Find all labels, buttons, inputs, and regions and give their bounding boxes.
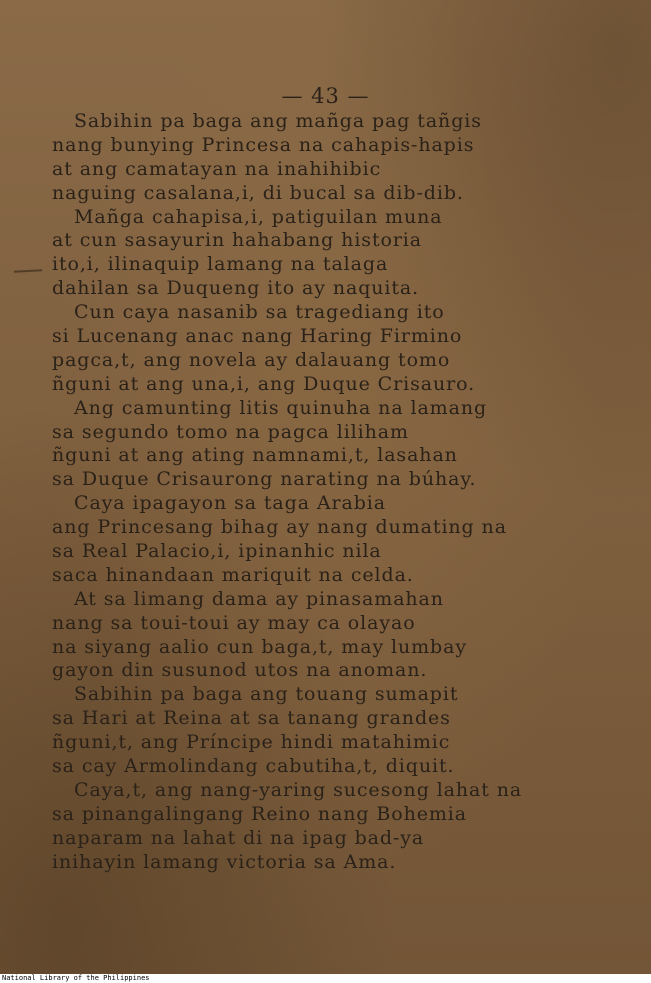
text-line: Sabihin pa baga ang mañga pag tañgis [74,110,482,132]
text-line: Cun caya nasanib sa tragediang ito [74,301,445,324]
text-line: si Lucenang anac nang Haring Firmino [52,325,463,348]
text-line: at ang camatayan na inahihibic [52,157,382,180]
text-line: pagca,t, ang novela ay dalauang tomo [52,348,451,371]
page-number: — 43 — [281,84,370,108]
text-line: ñguni,t, ang Príncipe hindi matahimic [52,731,451,754]
text-line: Ang camunting litis quinuha na lamang [74,396,488,419]
text-line: inihayin lamang victoria sa Ama. [52,850,397,873]
text-line: naguing casalana,i, di bucal sa dib-dib. [52,181,464,204]
text-line: At sa limang dama ay pinasamahan [74,587,444,610]
poem-text-block [52,110,612,875]
text-line: ang Princesang bihag ay nang dumating na [52,516,507,539]
text-line: nang sa toui-toui ay may ca olayao [52,611,416,634]
text-line: na siyang aalio cun baga,t, may lumbay [52,635,467,658]
text-line: naparam na lahat di na ipag bad-ya [52,826,425,849]
text-line: sa segundo tomo na pagca liliham [52,420,409,443]
text-line: Mañga cahapisa,i, patiguilan muna [74,205,443,228]
text-line: sa cay Armolindang cabutiha,t, diquit. [52,755,455,778]
text-line: Sabihin pa baga ang touang sumapit [74,683,459,706]
footer-credit: National Library of the Philippines [2,974,150,982]
text-line: Caya ipagayon sa taga Arabia [74,492,386,515]
text-line: saca hinandaan mariquit na celda. [52,563,414,586]
text-line: Caya,t, ang nang-yaring sucesong lahat na [74,778,523,801]
text-line: dahilan sa Duqueng ito ay naquita. [52,277,420,300]
text-line: sa pinangalingang Reino nang Bohemia [52,802,468,825]
footer-bar [0,974,651,983]
text-line: sa Hari at Reina at sa tanang grandes [52,707,451,730]
text-line: ñguni at ang una,i, ang Duque Crisauro. [52,372,476,395]
text-line: sa Duque Crisaurong narating na búhay. [52,468,477,491]
text-line: gayon din susunod utos na anoman. [52,659,428,682]
text-line: sa Real Palacio,i, ipinanhic nila [52,540,382,563]
margin-mark [14,269,42,272]
text-line: ñguni at ang ating namnami,t, lasahan [52,444,458,467]
text-line: nang bunying Princesa na cahapis-hapis [52,133,475,156]
text-line: at cun sasayurin hahabang historia [52,229,423,252]
text-line: ito,i, ilinaquip lamang na talaga [52,253,389,276]
